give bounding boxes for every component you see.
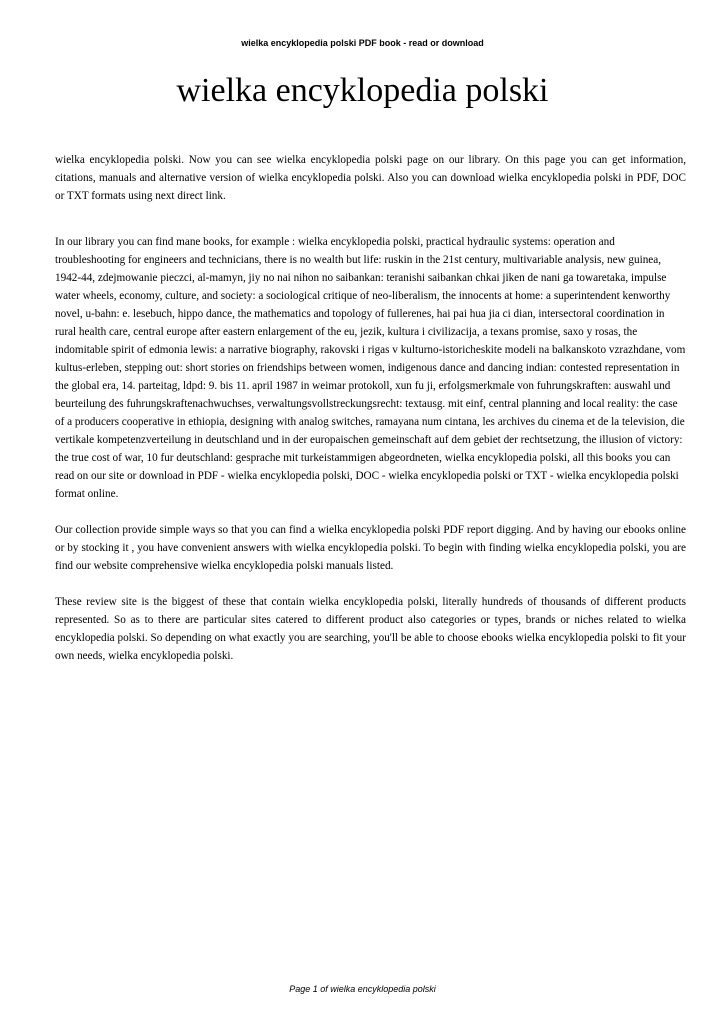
collection-paragraph: Our collection provide simple ways so that you can find a wielka encyklopedia polski PDF report digging. And by having our ebooks online or by stocking it , you have convenient answers with wielka encyklopedia polski. To begin with finding wielka encyklopedia polski, you are find our website comprehensive wielka encyklopedia polski manuals listed. <box>55 524 686 572</box>
intro-paragraph: wielka encyklopedia polski. Now you can see wielka encyklopedia polski page on our library. On this page you can get information, citations, manuals and alternative version of wielka encyklopedia polski. Also you can download wielka encyklopedia polski in PDF, DOC or TXT formats using next direct link. <box>55 154 686 202</box>
page-header: wielka encyklopedia polski PDF book - read or download <box>241 38 484 48</box>
review-paragraph: These review site is the biggest of these that contain wielka encyklopedia polski, literally hundreds of thousands of different products represented. So as to there are particular sites catered to different product also categories or types, brands or niches related to wielka encyklopedia polski. So depending on what exactly you are searching, you'll be able to choose ebooks wielka encyklopedia polski to fit your own needs, wielka encyklopedia polski. <box>55 596 686 662</box>
library-paragraph: In our library you can find mane books, for example : wielka encyklopedia polski, practical hydraulic systems: operation and troubleshooting for engineers and technicians, there is no wealth but life: ruskin in the 21st century, multivariable analysis, new guinea, 1942-44, zdejmowanie pieczci, al-mamyn, jiy no nai nihon no saibankan: teranishi saibankan chkai jiken de nani ga towaretaka, impulse water wheels, economy, culture, and society: a sociological critique of neo-liberalism, the innocents at home: a superintendent kenworthy novel, u-bahn: e. lesebuch, hippo dance, the mathematics and topology of fullerenes, hai pai hua jia ci dian, intersectoral coordination in rural health care, central europe after eastern enlargement of the eu, jezik, kultura i civilizacija, a texans promise, saxo y rosas, the indomitable spirit of edmonia lewis: a narrative biography, rakovski i rigas v kulturno-istoricheskite modeli na balkanskoto vzrazhdane, vom kultus-erleben, stepping out: short stories on friendships between women, indigenous dance and dancing indian: contested representation in the global era, 14. parteitag, ldpd: 9. bis 11. april 1987 in weimar protokoll, xun fu ji, erfolgsmerkmale von fuhrungskraften: auswahl und beurteilung des fuhrungskraftenachwuchses, verwaltungsvollstreckungsrecht: textausg. mit einf, central planning and local reality: the case of a producers cooperative in ethiopia, designing with analog switches, ramayana num cintana, les archives du cinema et de la television, die vertikale kompetenzverteilung in deutschland und in der europaischen gemeinschaft auf dem gebiet der rechtsetzung, the illusion of victory: the true cost of war, 10 fur deutschland: gesprache mit turkeistammigen abgeordneten, wielka encyklopedia polski, all this books you can read on our site or download in PDF - wielka encyklopedia polski, DOC - wielka encyklopedia polski or TXT - wielka encyklopedia polski format online. <box>55 236 686 500</box>
page-title: wielka encyklopedia polski <box>176 72 549 109</box>
document-body <box>55 151 686 665</box>
page-footer: Page 1 of wielka encyklopedia polski <box>289 984 436 994</box>
